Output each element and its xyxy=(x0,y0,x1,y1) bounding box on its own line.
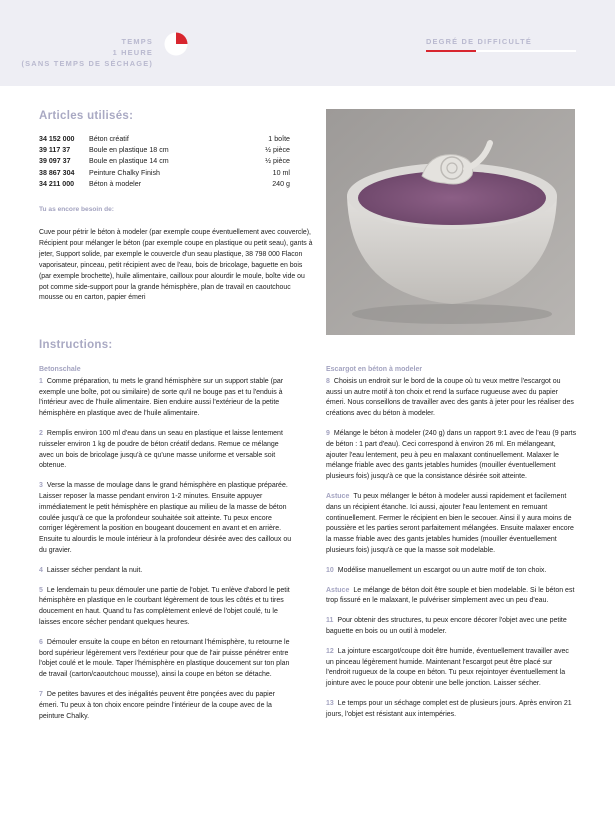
step-text: Le temps pour un séchage complet est de plusieurs jours. Après environ 21 jours, l'objet est résistant aux intempéries. xyxy=(326,699,572,718)
step-paragraph xyxy=(39,586,294,629)
article-row xyxy=(39,156,290,167)
step-number: 2 xyxy=(39,429,43,437)
article-name: Béton créatif xyxy=(89,135,129,143)
difficulty-label: DEGRÉ DE DIFFICULTÉ xyxy=(426,37,533,46)
step-number: 11 xyxy=(326,617,334,625)
step-text: Choisis un endroit sur le bord de la coupe où tu veux mettre l'escargot ou aussi un autre motif à ton choix et rend la surface rugueuse avec du papier émeri. Nous conseillons de travailler avec des gants à jeter pour les réaliser des créations avec du béton à modeler. xyxy=(326,377,574,418)
step-number: 9 xyxy=(326,429,330,437)
step-number: 12 xyxy=(326,647,334,655)
article-name: Béton à modeler xyxy=(89,179,142,188)
article-name: Boule en plastique 14 cm xyxy=(89,157,169,166)
tip-paragraph xyxy=(326,492,578,557)
article-code: 39 117 37 xyxy=(39,146,71,155)
step-text: Laisser sécher pendant la nuit. xyxy=(46,566,143,574)
step-number: 6 xyxy=(39,638,43,646)
step-number: 7 xyxy=(39,690,43,698)
step-text: De petites bavures et des inégalités peuvent être ponçées avec du papier émeri. Tu peux à ton choix encore peindre l'intérieur de la coupe avec de la peinture Chalky. xyxy=(39,690,275,720)
article-row xyxy=(39,145,290,156)
step-text: Modélise manuellement un escargot ou un autre motif de ton choix. xyxy=(337,566,547,574)
time-value: 1 HEURE xyxy=(112,48,153,57)
step-text: Pour obtenir des structures, tu peux encore décorer l'objet avec une petite baguette en bois ou un outil à modeler. xyxy=(326,617,567,635)
need-text: Cuve pour pétrir le béton à modeler (par exemple coupe éventuellement avec couvercle), Récipient pour mélanger le béton (par exemple coupe en plastique ou petit seau), gants à jeter, Support solide, par exemple le couvercle d'un seau plastique, 38 798 000 Flacon vaporisateur, pinceau, petit récipient avec de l'eau, bois de bricolage, baguette en bois (par exemple brochette), huile alimentaire, cailloux pour alourdir le moule, boîte vide ou pot comme side-support pour la grande hémisphère, plan de travail en caoutchouc mousse ou en carton, papier émeri xyxy=(39,229,313,302)
difficulty-bar-fill xyxy=(426,50,476,52)
step-paragraph xyxy=(326,647,578,690)
step-number: 4 xyxy=(39,566,43,574)
article-name: Peinture Chalky Finish xyxy=(89,168,160,177)
right-column xyxy=(326,365,578,730)
step-text: Comme préparation, tu mets le grand hémisphère sur un support stable (par exemple une boîte, pot ou similaire) de sorte qu'il ne bouge pas et tu l'enduis à l'intérieur avec de l'huile alimentaire. Bien enduire aussi l'extérieur de la petite hémisphère en plastique avec de l'huile alimentaire. xyxy=(39,377,284,418)
tip-paragraph xyxy=(326,586,578,608)
article-qty: ½ pièce xyxy=(265,146,290,155)
step-paragraph xyxy=(326,377,578,420)
tip-label: Astuce xyxy=(326,492,350,500)
article-code: 34 152 000 xyxy=(39,135,75,143)
article-code: 38 867 304 xyxy=(39,168,75,177)
step-number: 13 xyxy=(326,699,334,707)
time-info xyxy=(22,36,154,69)
article-row xyxy=(39,168,290,179)
step-paragraph xyxy=(39,638,294,681)
step-paragraph xyxy=(39,690,294,722)
left-heading: Betonschale xyxy=(39,366,81,373)
instructions-title: Instructions: xyxy=(39,339,113,351)
article-qty: 240 g xyxy=(272,179,290,188)
step-paragraph xyxy=(326,616,578,638)
bowl-photo xyxy=(326,109,575,335)
step-number: 3 xyxy=(39,482,43,490)
step-paragraph xyxy=(326,429,578,483)
article-code: 34 211 000 xyxy=(39,179,75,188)
timer-icon xyxy=(164,32,188,56)
step-number: 1 xyxy=(39,377,43,385)
left-column xyxy=(39,365,294,731)
article-row xyxy=(39,134,290,145)
right-heading: Escargot en béton à modeler xyxy=(326,366,423,373)
step-number: 10 xyxy=(326,566,334,574)
step-paragraph xyxy=(39,481,294,557)
time-note: (SANS TEMPS DE SÉCHAGE) xyxy=(21,59,153,68)
step-paragraph xyxy=(39,377,294,420)
article-row xyxy=(39,179,290,190)
article-name: Boule en plastique 18 cm xyxy=(89,146,169,155)
article-qty: 10 ml xyxy=(272,168,290,177)
step-text: Mélange le béton à modeler (240 g) dans un rapport 9:1 avec de l'eau (9 parts de béton : 1 part d'eau). Ceci correspond à environ 26 ml. En mélangeant, ajouter l'eau lentement, peu à peu en malaxant continuellement. Malaxer le mélange friable avec des gants jetables humides (mouiller éventuellement plusieurs fois) jusqu'à ce que la consistance désirée soit atteinte. xyxy=(326,429,577,481)
time-label: TEMPS xyxy=(121,37,153,46)
step-text: La jointure escargot/coupe doit être humide, éventuellement travailler avec un pinceau légèrement humide. Maintenant l'escargot peut être placé sur l'endroit rugueux de la coupe en béton. Tu peux rejointoyer éventuellement la jointure avec le pouce pour obtenir une belle jonction. Laisser sécher. xyxy=(326,647,569,688)
article-code: 39 097 37 xyxy=(39,157,71,166)
step-paragraph xyxy=(39,566,294,577)
step-text: Démouler ensuite la coupe en béton en retournant l'hémisphère, tu retourne le bord supérieur légèrement vers l'extérieur pour que de l'air puisse pénétrer entre l'objet coulé et le moule. Taper l'hémisphère en plastique doucement sur ton plan de travail (carton/caoutchouc mousse), ainsi la coupe en béton se détache. xyxy=(39,638,290,679)
step-paragraph xyxy=(326,699,578,721)
article-qty: 1 boîte xyxy=(268,135,290,143)
need-label: Tu as encore besoin de: xyxy=(39,206,114,213)
articles-table xyxy=(39,134,290,190)
step-number: 8 xyxy=(326,377,330,385)
articles-title: Articles utilisés: xyxy=(39,110,134,122)
step-text: Le lendemain tu peux démouler une partie de l'objet. Tu enlève d'abord le petit hémisphère en plastique en le courbant légèrement de tous les côtés et tu tires doucement en haut. Quand tu l'as complètement enlevé de l'objet coulé, tu le laisses encore sécher pendant quelques heures. xyxy=(39,586,290,626)
step-text: Remplis environ 100 ml d'eau dans un seau en plastique et laisse lentement ruisseler environ 1 kg de poudre de béton créatif dedans. Remue ce mélange avec un bois de bricolage jusqu'à ce qu'une masse uniforme et versable soit obtenue. xyxy=(39,429,283,470)
step-number: 5 xyxy=(39,586,43,594)
tip-label: Astuce xyxy=(326,586,350,594)
step-paragraph xyxy=(326,566,578,577)
step-text: Verse la masse de moulage dans le grand hémisphère en plastique préparée. Laisser reposer la masse pendant environ 1-2 minutes. Ensuite appuyer immédiatement le petit hémisphère en plastique au milieu de la masse de béton coulée jusqu'à ce que la profondeur souhaitée soit atteinte. Tu peux encore corriger légèrement la position en bougeant doucement en avant et en arrière. Ensuite tu alourdis le moule intérieur à la profondeur désirée avec des cailloux ou du gravier. xyxy=(39,482,292,554)
step-text: Le mélange de béton doit être souple et bien modelable. Si le béton est trop fissuré en le malaxant, le pulvériser simplement avec un peu d'eau. xyxy=(326,586,575,605)
step-text: Tu peux mélanger le béton à modeler aussi rapidement et facilement dans un récipient étanche. Ici aussi, ajouter l'eau lentement en remuant continuellement. Fermer le récipient en bien le secouer. Ainsi il y aura moins de poussière et les parties seront parfaitement mélangées. Ensuite malaxer encore la masse friable avec des gants jetables humides (mouiller éventuellement plusieurs fois) jusqu'à ce que la masse soit modelable. xyxy=(326,492,574,554)
step-paragraph xyxy=(39,429,294,472)
difficulty-bar xyxy=(426,50,576,52)
article-qty: ½ pièce xyxy=(265,157,290,166)
